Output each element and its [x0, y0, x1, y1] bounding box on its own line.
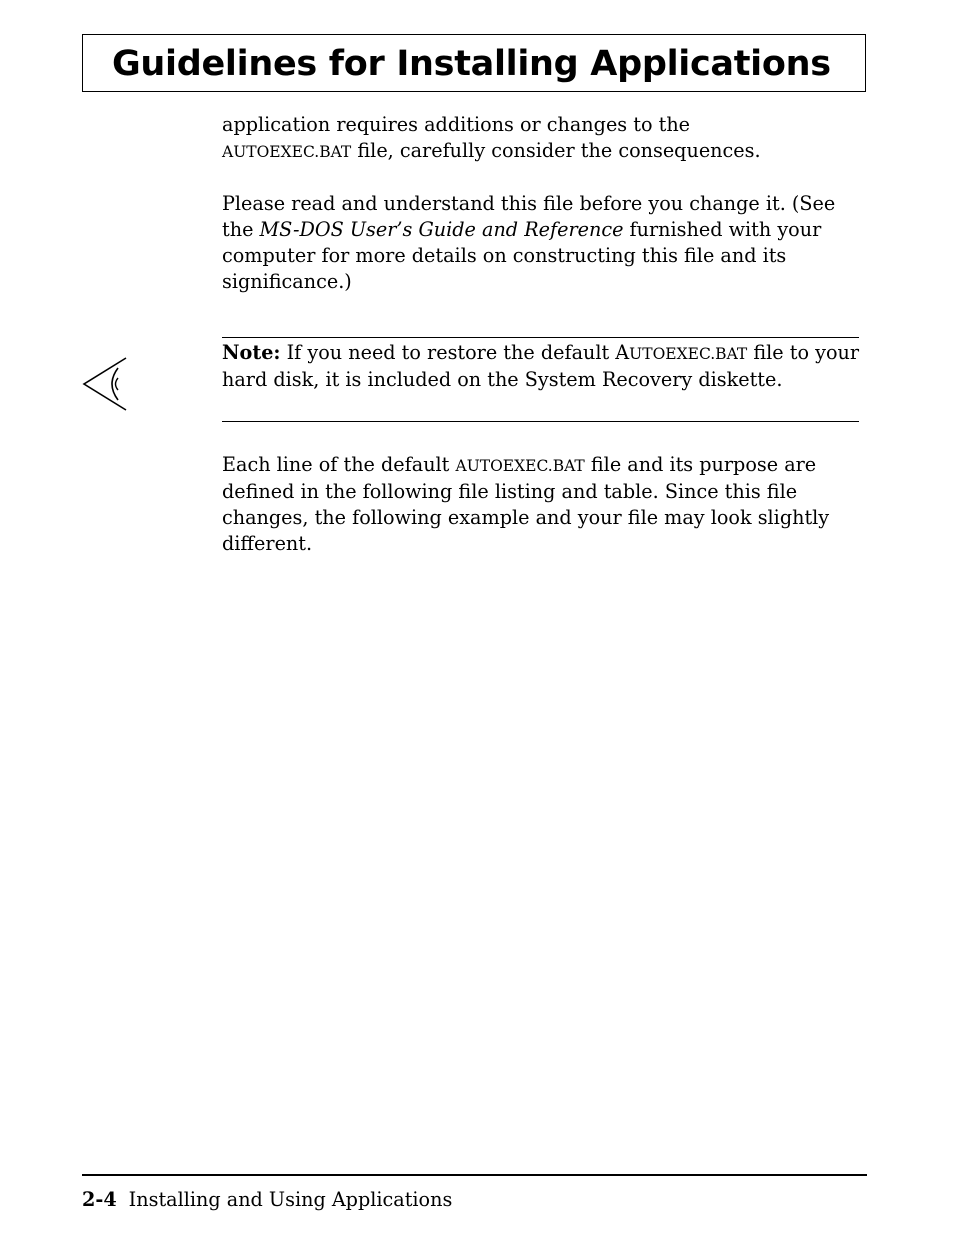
page-number: 2-4	[82, 1188, 117, 1211]
manual-title: MS-DOS User’s Guide and Reference	[259, 218, 624, 241]
paragraph-consequences-line2: file, carefully consider the consequences.	[351, 139, 761, 162]
listing-autoexec-filename: AUTOEXEC.BAT	[455, 457, 585, 475]
paragraph-read-file-text1: Please read and understand this file before you change it. (See the	[222, 192, 836, 241]
footer-section-title: Installing and Using Applications	[128, 1188, 453, 1211]
autoexec-filename: AUTOEXEC.BAT	[222, 143, 352, 161]
footer-rule	[82, 1174, 867, 1176]
page-title: Guidelines for Installing Applications	[112, 44, 831, 84]
paragraph-read-file	[222, 191, 867, 295]
paragraph-consequences-line1: application requires additions or changes to the	[222, 113, 691, 136]
header-box	[82, 34, 866, 92]
note-bottom-rule	[222, 421, 859, 422]
paragraph-file-listing-text1: Each line of the default	[222, 453, 456, 476]
paragraph-read-file-text2: furnished with your computer for more details on constructing this file and its significance.)	[222, 218, 822, 293]
paragraph-consequences	[222, 112, 872, 165]
paragraph-file-listing	[222, 452, 867, 557]
paragraph-file-listing-text2: file and its purpose are defined in the following file listing and table. Since this file changes, the following example and your file may look slightly different.	[222, 453, 830, 555]
note-paragraph	[222, 340, 862, 393]
note-autoexec-filename: UTOEXEC.BAT	[629, 345, 748, 363]
eye-note-icon	[82, 356, 130, 412]
note-top-rule	[222, 337, 859, 338]
note-text2: file to your hard disk, it is included on the System Recovery diskette.	[222, 341, 860, 391]
note-text1: If you need to restore the default A	[280, 341, 630, 364]
note-label: Note:	[222, 341, 281, 364]
page-footer	[82, 1187, 452, 1213]
